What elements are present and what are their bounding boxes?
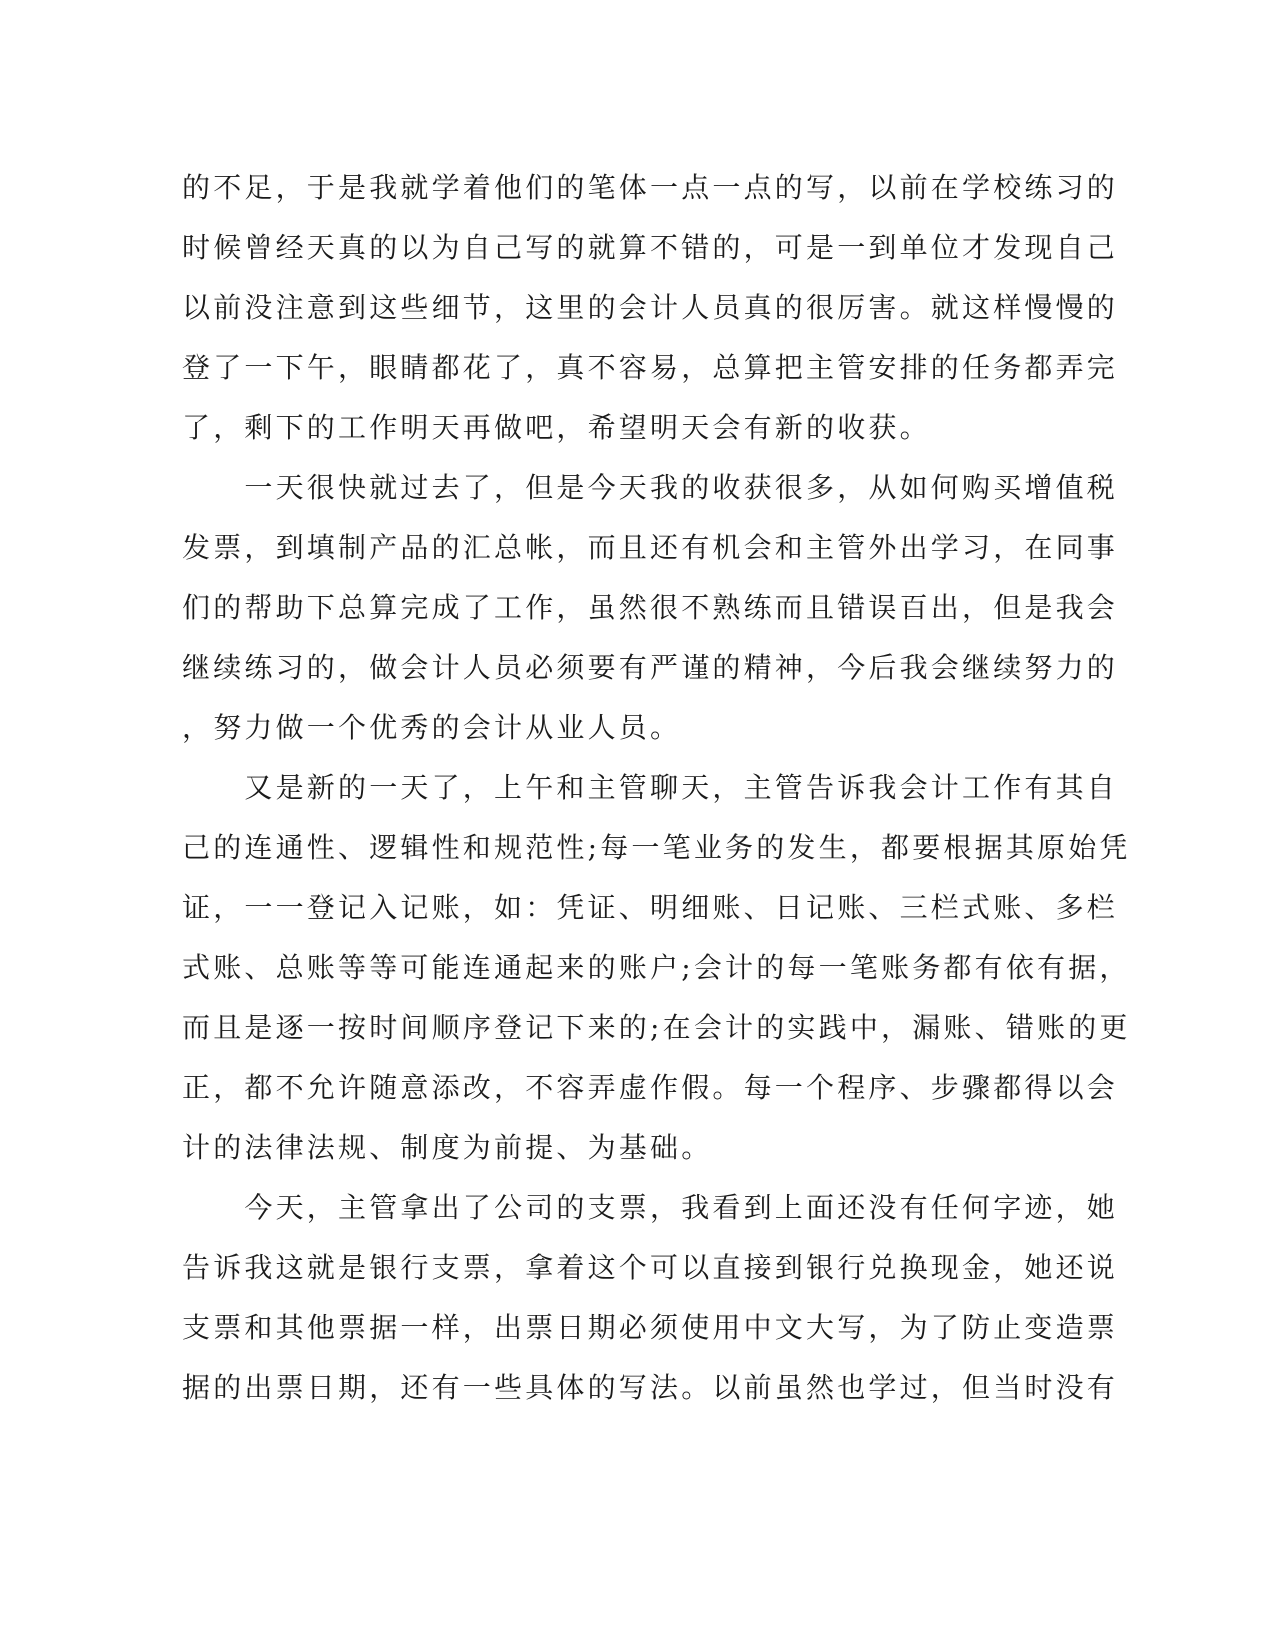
- text-line: 的不足，于是我就学着他们的笔体一点一点的写，以前在学校练习的: [182, 171, 1119, 204]
- text-line: 今天，主管拿出了公司的支票，我看到上面还没有任何字迹，她: [182, 1191, 1119, 1224]
- text-line: 了，剩下的工作明天再做吧，希望明天会有新的收获。: [182, 411, 931, 444]
- text-line: 又是新的一天了，上午和主管聊天，主管告诉我会计工作有其自: [182, 771, 1119, 804]
- text-line: 己的连通性、逻辑性和规范性;每一笔业务的发生，都要根据其原始凭: [182, 831, 1131, 864]
- text-line: 据的出票日期，还有一些具体的写法。以前虽然也学过，但当时没有: [182, 1371, 1119, 1404]
- text-line: 告诉我这就是银行支票，拿着这个可以直接到银行兑换现金，她还说: [182, 1251, 1119, 1284]
- text-line: ，努力做一个优秀的会计从业人员。: [182, 711, 682, 744]
- text-line: 以前没注意到这些细节，这里的会计人员真的很厉害。就这样慢慢的: [182, 291, 1119, 324]
- text-line: 式账、总账等等可能连通起来的账户;会计的每一笔账务都有依有据，: [182, 951, 1131, 984]
- text-line: 计的法律法规、制度为前提、为基础。: [182, 1131, 713, 1164]
- text-line: 正，都不允许随意添改，不容弄虚作假。每一个程序、步骤都得以会: [182, 1071, 1119, 1104]
- text-line: 而且是逐一按时间顺序登记下来的;在会计的实践中，漏账、错账的更: [182, 1011, 1131, 1044]
- text-line: 一天很快就过去了，但是今天我的收获很多，从如何购买增值税: [182, 471, 1119, 504]
- document-body: [182, 158, 1131, 1418]
- text-line: 时候曾经天真的以为自己写的就算不错的，可是一到单位才发现自己: [182, 231, 1119, 264]
- text-line: 发票，到填制产品的汇总帐，而且还有机会和主管外出学习，在同事: [182, 531, 1119, 564]
- text-line: 登了一下午，眼睛都花了，真不容易，总算把主管安排的任务都弄完: [182, 351, 1119, 384]
- text-line: 证，一一登记入记账，如：凭证、明细账、日记账、三栏式账、多栏: [182, 891, 1119, 924]
- text-line: 们的帮助下总算完成了工作，虽然很不熟练而且错误百出，但是我会: [182, 591, 1119, 624]
- text-line: 继续练习的，做会计人员必须要有严谨的精神，今后我会继续努力的: [182, 651, 1119, 684]
- text-line: 支票和其他票据一样，出票日期必须使用中文大写，为了防止变造票: [182, 1311, 1119, 1344]
